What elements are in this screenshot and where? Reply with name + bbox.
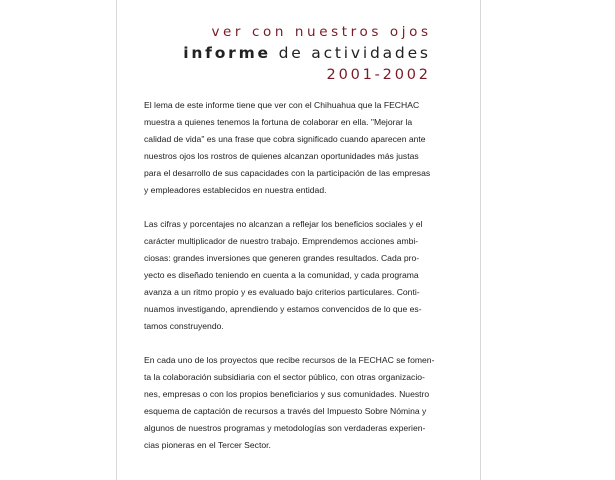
paragraph-gap: [144, 335, 422, 352]
text-line: avanza a un ritmo propio y es evaluado bajo criterios particulares. Conti-: [144, 287, 420, 297]
text-line: En cada uno de los proyectos que recibe recursos de la FECHAC se fomen-: [144, 355, 435, 365]
text-line: algunos de nuestros programas y metodologías son verdaderas experien-: [144, 423, 426, 433]
title-main-bold: informe: [183, 44, 271, 62]
paragraph-2: [144, 216, 422, 335]
paragraph-3: [144, 352, 435, 454]
text-line: tamos construyendo.: [144, 321, 224, 331]
text-line: muestra a quienes tenemos la fortuna de colaborar en ella. "Mejorar la: [144, 117, 413, 127]
title-years: 2001-2002: [326, 67, 431, 83]
paragraph-1: [144, 97, 431, 199]
text-line: ciosas: grandes inversiones que generen grandes resultados. Cada pro-: [144, 253, 420, 263]
text-line: nes, empresas o con los propios beneficiarios y sus comunidades. Nuestro: [144, 389, 430, 399]
title-tagline: ver con nuestros ojos: [211, 24, 432, 40]
text-line: yecto es diseñado teniendo en cuenta a la comunidad, y cada programa: [144, 270, 419, 280]
text-line: cias pioneras en el Tercer Sector.: [144, 440, 271, 450]
text-line: El lema de este informe tiene que ver con el Chihuahua que la FECHAC: [144, 100, 420, 110]
paragraph-gap: [144, 199, 422, 216]
title-block: [183, 22, 432, 86]
text-line: nuamos investigando, aprendiendo y estamos convencidos de lo que es-: [144, 304, 422, 314]
text-line: y empleadores establecidos en nuestra entidad.: [144, 185, 327, 195]
text-line: nuestros ojos los rostros de quienes alcanzan oportunidades más justas: [144, 151, 419, 161]
text-line: ta la colaboración subsidiaria con el sector público, con otras organizacio-: [144, 372, 425, 382]
text-line: Las cifras y porcentajes no alcanzan a reflejar los beneficios sociales y el: [144, 219, 423, 229]
body-text: [144, 97, 435, 454]
text-line: calidad de vida" es una frase que cobra significado cuando aparecen ante: [144, 134, 426, 144]
text-line: carácter multiplicador de nuestro trabajo. Emprendemos acciones ambi-: [144, 236, 419, 246]
title-main-rest: de actividades: [278, 44, 431, 62]
text-line: para el desarrollo de sus capacidades con la participación de las empresas: [144, 168, 431, 178]
title-main: [183, 42, 431, 64]
text-line: esquema de captación de recursos a través del Impuesto Sobre Nómina y: [144, 406, 427, 416]
document-page: [116, 0, 481, 480]
